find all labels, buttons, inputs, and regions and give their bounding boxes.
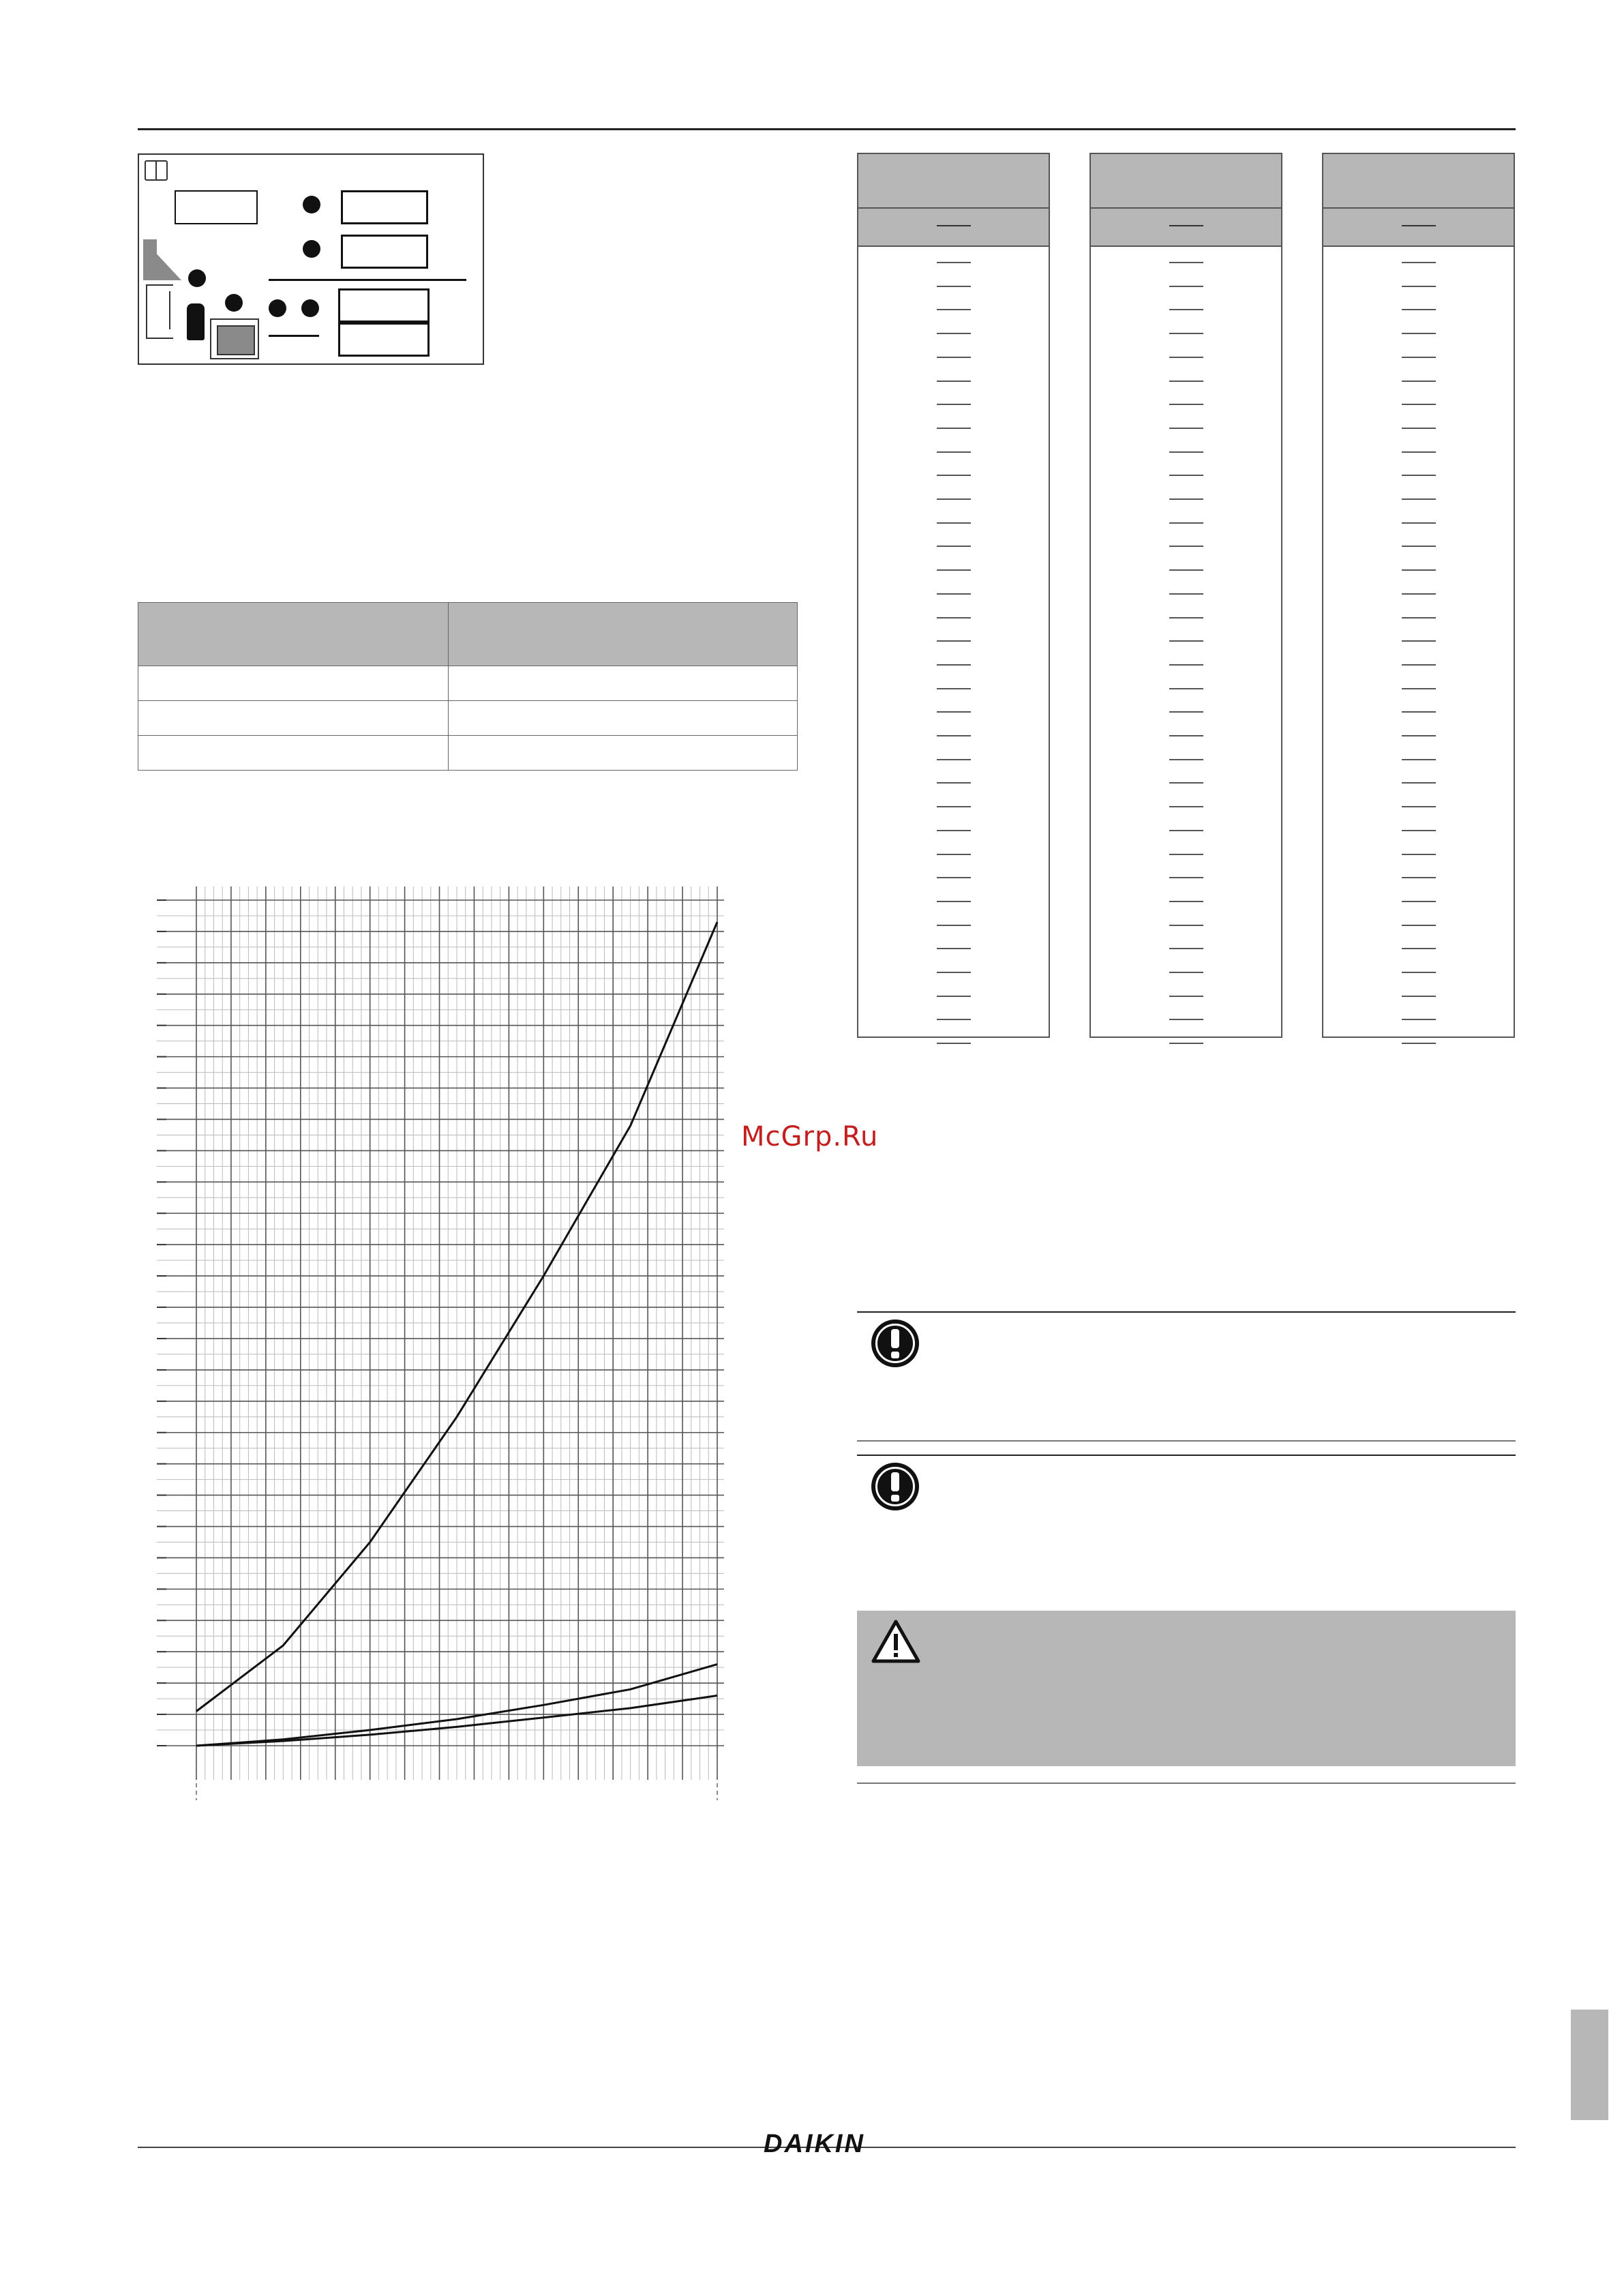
label-field-1	[341, 190, 428, 224]
table-row	[138, 736, 798, 771]
table-cell-dash	[937, 972, 971, 973]
label-panel-illustration	[138, 153, 484, 365]
table-cell-dash	[1402, 546, 1436, 547]
table-cell-dash	[1402, 593, 1436, 595]
table-cell-dash	[1402, 522, 1436, 524]
table-cell-dash	[1402, 759, 1436, 760]
summary-table	[138, 602, 798, 771]
table-cell-dash	[937, 948, 971, 949]
cylinder-icon	[187, 303, 205, 340]
column-table-header	[1323, 154, 1514, 209]
table-cell-dash	[1402, 428, 1436, 429]
table-cell-dash	[937, 546, 971, 547]
refrigerant-shape-fill	[143, 239, 157, 280]
table-cell-dash	[1169, 357, 1203, 358]
table-cell-dash	[1169, 381, 1203, 382]
table-cell-dash	[1402, 404, 1436, 405]
table-cell-dash	[1169, 688, 1203, 689]
column-table-subheader	[1323, 209, 1514, 247]
notice-1-top-rule	[857, 1311, 1516, 1313]
table-cell-dash	[937, 901, 971, 902]
table-cell-dash	[1402, 854, 1436, 855]
label-marker-6	[301, 299, 319, 317]
table-cell-dash	[1169, 782, 1203, 784]
table-cell-dash	[1402, 498, 1436, 500]
table-cell-dash	[937, 640, 971, 642]
caution-box	[857, 1611, 1516, 1766]
table-cell-dash	[1169, 711, 1203, 713]
table-cell-dash	[1402, 996, 1436, 997]
header-rule	[138, 128, 1516, 130]
label-marker-5	[269, 299, 286, 317]
table-cell-dash	[937, 830, 971, 831]
table-cell-dash	[1169, 569, 1203, 571]
table-cell-dash	[1169, 451, 1203, 453]
table-cell-dash	[1402, 357, 1436, 358]
notice-1-bottom-rule	[857, 1440, 1516, 1442]
label-marker-2	[303, 240, 320, 258]
column-table-1	[857, 153, 1050, 1038]
label-marker-1	[303, 196, 320, 213]
column-table-subheader	[858, 209, 1049, 247]
table-cell-dash	[1169, 498, 1203, 500]
table-cell-dash	[1402, 640, 1436, 642]
table-cell-dash	[937, 782, 971, 784]
table-cell-dash	[1169, 996, 1203, 997]
table-cell-dash	[937, 996, 971, 997]
label-marker-3	[188, 269, 206, 287]
table-cell-dash	[937, 688, 971, 689]
summary-table-col-2	[449, 603, 798, 666]
label-field-refrigerant	[175, 190, 258, 224]
table-cell-dash	[937, 286, 971, 287]
label-marker-4	[225, 294, 243, 312]
table-cell-dash	[1169, 901, 1203, 902]
table-cell-dash	[937, 357, 971, 358]
column-table-subheader	[1091, 209, 1281, 247]
table-cell-dash	[1402, 451, 1436, 453]
table-cell-dash	[1169, 854, 1203, 855]
table-cell-dash	[1169, 759, 1203, 760]
table-cell-dash	[1402, 1043, 1436, 1044]
table-cell-dash	[1402, 286, 1436, 287]
table-cell-dash	[1169, 428, 1203, 429]
table-row	[138, 666, 798, 701]
table-cell-dash	[1402, 262, 1436, 263]
table-cell-dash	[1402, 877, 1436, 878]
column-table-2	[1089, 153, 1282, 1038]
caution-bottom-rule	[857, 1783, 1516, 1784]
table-cell-dash	[1169, 286, 1203, 287]
table-cell-dash	[937, 569, 971, 571]
table-cell-dash	[1169, 309, 1203, 310]
table-cell-dash	[937, 522, 971, 524]
table-cell-dash	[937, 711, 971, 713]
manual-book-icon	[145, 160, 168, 181]
table-cell-dash	[1402, 711, 1436, 713]
table-cell-dash	[1169, 925, 1203, 926]
table-cell-dash	[1402, 925, 1436, 926]
pressure-curve-chart	[136, 880, 736, 1828]
table-cell-dash	[937, 735, 971, 736]
table-cell-dash	[1169, 972, 1203, 973]
table-cell-dash	[1402, 309, 1436, 310]
table-cell-dash	[937, 593, 971, 595]
table-cell-dash	[1169, 593, 1203, 595]
table-cell-dash	[1169, 617, 1203, 618]
table-cell-dash	[1169, 806, 1203, 807]
table-cell-dash	[937, 877, 971, 878]
table-cell-dash	[1402, 948, 1436, 949]
table-cell-dash	[937, 617, 971, 618]
label-field-4	[338, 323, 430, 357]
label-field-2	[341, 235, 428, 269]
table-cell-dash	[1169, 877, 1203, 878]
table-cell-dash	[1402, 972, 1436, 973]
table-cell-dash	[937, 759, 971, 760]
table-cell-dash	[1402, 901, 1436, 902]
table-cell-dash	[1169, 640, 1203, 642]
chart-grid-minor	[157, 886, 724, 1780]
weight-box-icon	[210, 318, 259, 359]
table-cell-dash	[1169, 830, 1203, 831]
table-cell-dash	[937, 1043, 971, 1044]
label-field-3	[338, 288, 430, 323]
table-cell-dash	[1169, 522, 1203, 524]
table-cell-dash	[937, 498, 971, 500]
table-cell-dash	[1169, 1043, 1203, 1044]
table-cell-dash	[1169, 948, 1203, 949]
table-cell-dash	[1169, 664, 1203, 666]
table-cell-dash	[937, 806, 971, 807]
table-cell-dash	[937, 664, 971, 666]
label-divider	[269, 279, 466, 281]
table-cell-dash	[1402, 782, 1436, 784]
notice-2-top-rule	[857, 1455, 1516, 1456]
table-cell-dash	[1402, 688, 1436, 689]
table-cell-dash	[1402, 617, 1436, 618]
table-cell-dash	[1402, 1019, 1436, 1020]
chapter-side-tab	[1571, 2010, 1608, 2120]
table-cell-dash	[1402, 569, 1436, 571]
table-cell-dash	[1402, 333, 1436, 334]
column-table-header	[1091, 154, 1281, 209]
table-cell-dash	[937, 854, 971, 855]
table-row	[138, 701, 798, 736]
table-cell-dash	[1402, 806, 1436, 807]
table-cell-dash	[1169, 735, 1203, 736]
table-cell-dash	[937, 925, 971, 926]
table-cell-dash	[1169, 333, 1203, 334]
label-short-line	[269, 335, 319, 337]
table-cell-dash	[937, 451, 971, 453]
table-cell-dash	[1169, 546, 1203, 547]
warning-triangle-icon	[871, 1619, 921, 1664]
table-cell-dash	[1402, 830, 1436, 831]
table-cell-dash	[937, 475, 971, 476]
table-cell-dash	[937, 262, 971, 263]
arrow-down-icon	[169, 291, 170, 329]
table-cell-dash	[1169, 475, 1203, 476]
table-cell-dash	[937, 381, 971, 382]
table-cell-dash	[1402, 664, 1436, 666]
table-cell-dash	[937, 428, 971, 429]
notice-exclamation-icon	[871, 1320, 919, 1367]
column-table-header	[858, 154, 1049, 209]
table-cell-dash	[937, 404, 971, 405]
summary-table-header	[138, 603, 798, 666]
table-cell-dash	[1169, 1019, 1203, 1020]
table-cell-dash	[937, 309, 971, 310]
table-cell-dash	[937, 1019, 971, 1020]
table-cell-dash	[1169, 404, 1203, 405]
watermark[interactable]: McGrp.Ru	[741, 1121, 879, 1152]
daikin-logo: DAIKIN	[764, 2130, 865, 2158]
table-cell-dash	[937, 333, 971, 334]
table-cell-dash	[1402, 381, 1436, 382]
table-cell-dash	[1169, 262, 1203, 263]
notice-exclamation-icon	[871, 1463, 919, 1510]
table-cell-dash	[1402, 475, 1436, 476]
table-cell-dash	[1402, 735, 1436, 736]
column-table-3	[1322, 153, 1515, 1038]
summary-table-col-1	[138, 603, 449, 666]
